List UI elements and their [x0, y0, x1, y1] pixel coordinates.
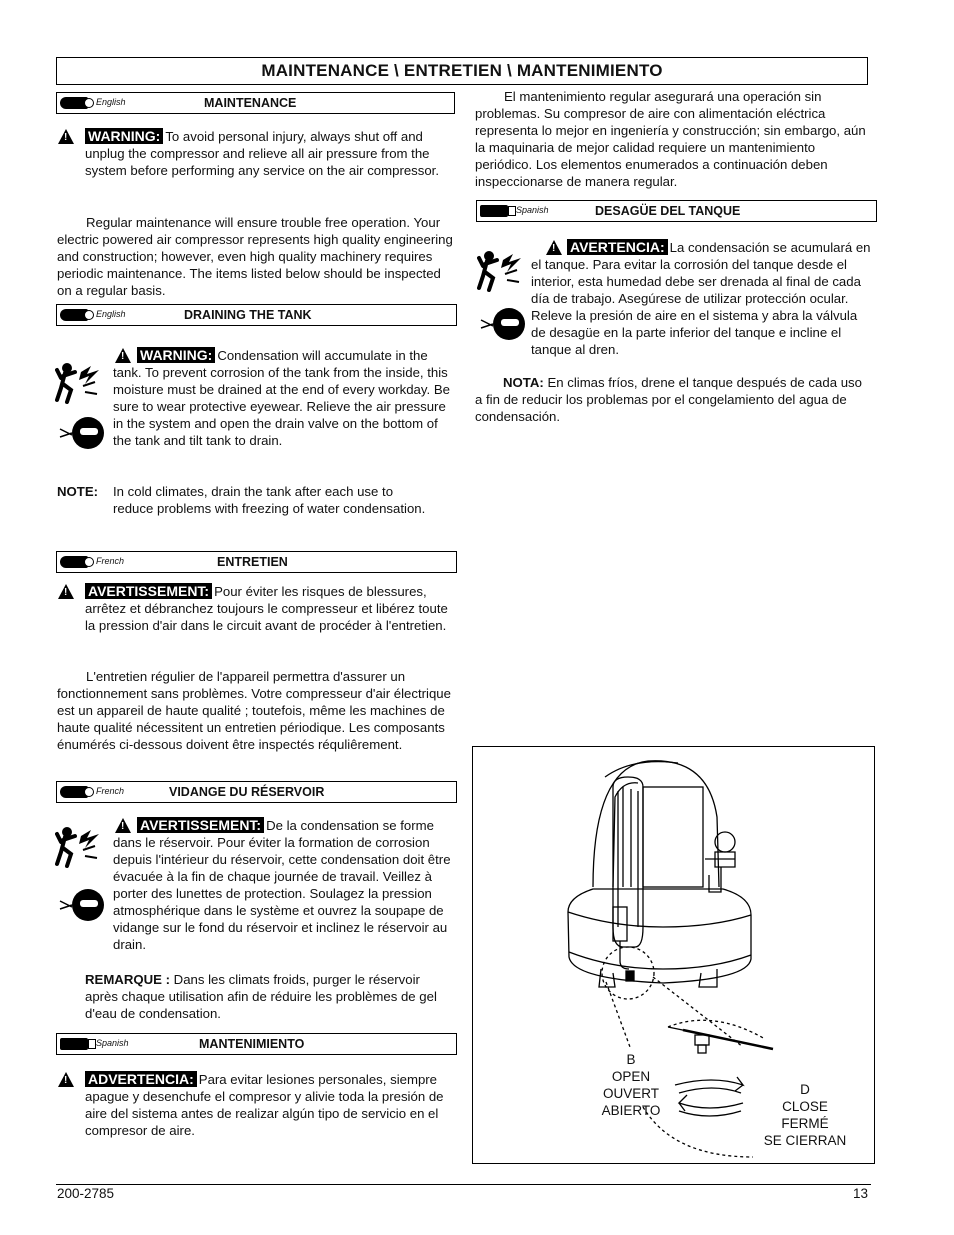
callout-letter-b: B — [626, 1052, 636, 1067]
language-tab — [480, 204, 550, 218]
note-label: NOTE: — [57, 484, 99, 499]
warning-text: La condensación se acumulará en el tanque. Para evitar la corrosión del tanque desde el interior, esta humedad debe ser drenada al final de cada día de trabajo. Asegúrese de utilizar protección ocular. Releve la presión de aire en el sistema y abra la válvula de desagüe en la parte inferior del tanque e incline el tanque al dren. — [531, 240, 871, 357]
language-tab — [60, 308, 130, 322]
document-number: 200-2785 — [57, 1186, 115, 1201]
close-text-fr: FERMÉ — [781, 1116, 829, 1131]
language-label: French — [96, 786, 125, 796]
section-header-vidange — [56, 781, 457, 803]
language-tab — [60, 555, 130, 569]
open-text-fr: OUVERT — [602, 1086, 659, 1101]
electric-shock-hazard-icon — [55, 362, 105, 404]
section-title: DRAINING THE TANK — [184, 308, 312, 322]
warning-text: Pour éviter les risques de blessures, arrêtez et débranchez toujours le compresseur et libérez toute la pression d'air dans le circuit avant de procéder à l'entretien. — [85, 584, 448, 633]
eye-protection-icon — [58, 415, 106, 451]
electric-shock-hazard-icon — [55, 826, 105, 868]
warning-text: Para evitar lesiones personales, siempre apague y desenchufe el compresor y alivie toda la presión de aire del sistema antes de realizar algún tipo de servicio en el compresor de aire. — [85, 1072, 444, 1138]
section-title: DESAGÜE DEL TANQUE — [595, 204, 741, 218]
warning-text: To avoid personal injury, always shut off and unplug the compressor and relieve all air pressure from the system before performing any service on the air compressor. — [85, 129, 440, 178]
body-paragraph: L'entretien régulier de l'appareil permettra d'assurer un fonctionnement sans problèmes. Votre compresseur d'air électrique est un appareil de haute qualité ; toutefois, même les machines de haute qualité nécessitent un entretien périodique. Les composants énumérés ci-dessous doivent être inspectés réquliêrement. — [57, 669, 451, 752]
language-tab — [60, 785, 130, 799]
section-header-mantenimiento — [56, 1033, 457, 1055]
note-label: NOTA: — [503, 375, 544, 390]
section-header-desague — [476, 200, 877, 222]
language-label: Spanish — [516, 205, 549, 215]
warning-label: WARNING: — [85, 128, 163, 144]
section-header-draining — [56, 304, 457, 326]
section-title: ENTRETIEN — [217, 555, 288, 569]
language-label: French — [96, 556, 125, 566]
language-tab — [60, 1037, 130, 1051]
warning-label: ADVERTENCIA: — [85, 1071, 197, 1087]
section-title: MAINTENANCE — [204, 96, 297, 110]
section-header-maintenance — [56, 92, 455, 114]
language-label: English — [96, 309, 126, 319]
warning-label: AVERTISSEMENT: — [137, 817, 264, 833]
section-header-entretien — [56, 551, 457, 573]
close-text-es: SE CIERRAN — [763, 1133, 847, 1148]
open-label — [589, 1051, 673, 1119]
note-text: En climas fríos, drene el tanque después de cada uso a fin de reducir los problemas por el congelamiento del agua de condensación. — [475, 375, 862, 424]
warning-paragraph — [113, 347, 458, 449]
section-title: MANTENIMIENTO — [199, 1037, 305, 1051]
body-paragraph: Regular maintenance will ensure trouble free operation. Your electric powered air compressor represents high quality engineering and construction; however, even high quality machinery requires periodic maintenance. The items listed below should be inspected on a regular basis. — [57, 215, 453, 298]
warning-triangle-icon — [58, 1072, 74, 1087]
language-label: English — [96, 97, 126, 107]
section-title: VIDANGE DU RÉSERVOIR — [169, 785, 325, 799]
note-text: Dans les climats froids, purger le réservoir après chaque utilisation afin de réduire les problèmes de gel d'eau de condensation. — [85, 972, 437, 1021]
body-paragraph: El mantenimiento regular asegurará una operación sin problemas. Su compresor de aire con alimentación eléctrica representa lo mejor en ingeniería y construcción; sin embargo, aún la maquinaria de mejor calidad requiere un mantenimiento periódico. Los elementos enumerados a continuación deben inspeccionarse de manera regular. — [475, 89, 866, 189]
warning-text: De la condensation se forme dans le réservoir. Pour éviter la formation de corrosion depuis l'intérieur du réservoir, cette condensation doit être évacuée à la fin de chaque journée de travail. Veillez à porter des lunettes de protection. Soulagez la pression atmosphérique dans le système et ouvrez la soupape de vidange sur le fond du réservoir et inclinez le réservoir au drain. — [113, 818, 451, 952]
page-title: MAINTENANCE \ ENTRETIEN \ MANTENIMIENTO — [56, 57, 868, 85]
close-label — [755, 1081, 855, 1149]
warning-triangle-icon — [58, 129, 74, 144]
note-label: REMARQUE : — [85, 972, 170, 987]
language-label: Spanish — [96, 1038, 129, 1048]
page-number: 13 — [853, 1186, 869, 1201]
warning-paragraph — [85, 1071, 455, 1139]
language-tab — [60, 96, 130, 110]
callout-letter-d: D — [800, 1082, 810, 1097]
warning-label: AVERTISSEMENT: — [85, 583, 212, 599]
warning-label: AVERTENCIA: — [567, 239, 668, 255]
note-paragraph — [475, 374, 867, 425]
eye-protection-icon — [479, 306, 527, 342]
warning-paragraph — [85, 128, 455, 179]
warning-label: WARNING: — [137, 347, 215, 363]
note-text: In cold climates, drain the tank after each use to reduce problems with freezing of water condensation. — [113, 484, 426, 516]
warning-paragraph — [531, 239, 873, 358]
open-text-en: OPEN — [611, 1069, 651, 1084]
compressor-figure-box — [472, 746, 875, 1164]
warning-triangle-icon — [58, 584, 74, 599]
footer-divider — [56, 1184, 871, 1185]
open-text-es: ABIERTO — [601, 1103, 661, 1118]
warning-paragraph — [113, 817, 453, 953]
warning-paragraph — [85, 583, 450, 634]
eye-protection-icon — [58, 887, 106, 923]
warning-text: Condensation will accumulate in the tank. To prevent corrosion of the tank from the inside, this moisture must be drained at the end of every workday. Be sure to wear protective eyewear. Relieve the air pressure in the system and open the drain valve on the bottom of the tank and tilt tank to drain. — [113, 348, 450, 448]
electric-shock-hazard-icon — [477, 250, 527, 292]
close-text-en: CLOSE — [782, 1099, 828, 1114]
note-paragraph — [85, 971, 455, 1022]
